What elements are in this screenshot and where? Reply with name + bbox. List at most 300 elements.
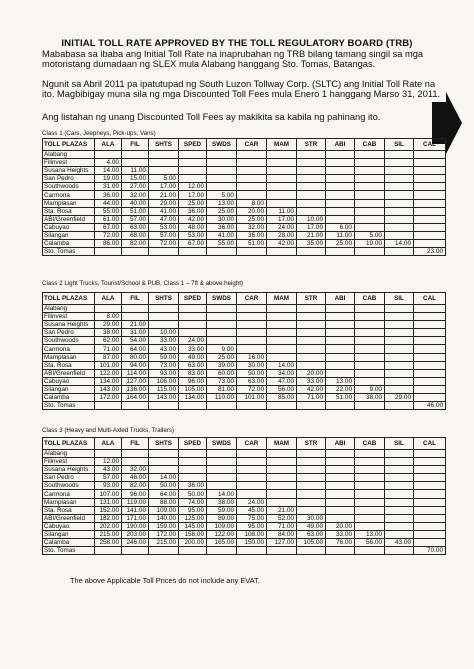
toll-rate-cell: [267, 402, 297, 410]
toll-rate-cell: 108.00: [237, 530, 267, 538]
column-header: SPED: [179, 293, 207, 305]
toll-rate-cell: [355, 183, 385, 191]
toll-rate-cell: 200.00: [179, 539, 207, 547]
toll-rate-cell: [326, 458, 355, 466]
toll-rate-cell: 8.00: [95, 313, 122, 321]
toll-rate-cell: 14.00: [149, 474, 179, 482]
table-row: [43, 498, 446, 506]
toll-rate-cell: [207, 321, 237, 329]
plaza-name: San Pedro: [43, 329, 95, 337]
toll-rate-cell: [385, 514, 414, 522]
toll-rate-cell: [207, 329, 237, 337]
toll-rate-cell: 47.00: [267, 377, 297, 385]
toll-rate-cell: [385, 458, 414, 466]
toll-rate-cell: 32.00: [122, 466, 149, 474]
column-header: TOLL PLAZAS: [43, 139, 95, 151]
toll-rate-cell: 63.00: [179, 361, 207, 369]
toll-rate-cell: [122, 450, 149, 458]
toll-rate-cell: [326, 547, 355, 555]
toll-rate-cell: [355, 207, 385, 215]
toll-rate-cell: [414, 231, 446, 239]
toll-rate-cell: 89.00: [207, 514, 237, 522]
table-row: [43, 514, 446, 522]
column-header: CAL: [414, 438, 446, 450]
class-3-label: Class 3 (Heavy and Multi-Axled Trucks, Trailers): [42, 427, 175, 434]
toll-rate-cell: [237, 183, 267, 191]
evat-footnote: The above Applicable Toll Prices do not include any EVAT.: [70, 576, 260, 585]
toll-rate-cell: [267, 345, 297, 353]
toll-rate-cell: [149, 321, 179, 329]
toll-rate-cell: [267, 199, 297, 207]
toll-rate-cell: 29.00: [385, 394, 414, 402]
toll-rate-cell: 203.00: [122, 530, 149, 538]
toll-rate-cell: [297, 313, 326, 321]
toll-rate-cell: 55.00: [207, 240, 237, 248]
toll-rate-cell: [355, 353, 385, 361]
toll-rate-cell: 72.00: [237, 385, 267, 393]
toll-rate-cell: 6.00: [326, 223, 355, 231]
toll-rate-cell: [297, 167, 326, 175]
toll-rate-cell: [355, 329, 385, 337]
column-header: CAL: [414, 293, 446, 305]
toll-rate-cell: 5.00: [355, 231, 385, 239]
toll-rate-cell: 9.00: [207, 345, 237, 353]
toll-rate-cell: 84.00: [267, 530, 297, 538]
column-header: ABI: [326, 139, 355, 151]
toll-rate-cell: 60.00: [207, 369, 237, 377]
table-row: [43, 159, 446, 167]
toll-rate-cell: [355, 490, 385, 498]
toll-rate-cell: 13.00: [207, 199, 237, 207]
plaza-name: Calamba: [43, 240, 95, 248]
toll-rate-cell: [207, 305, 237, 313]
toll-rate-cell: 125.00: [179, 514, 207, 522]
column-header: SPED: [179, 438, 207, 450]
toll-rate-cell: 140.00: [149, 514, 179, 522]
toll-rate-cell: [179, 402, 207, 410]
toll-rate-cell: [355, 199, 385, 207]
toll-rate-cell: 51.00: [237, 240, 267, 248]
toll-rate-cell: 143.00: [95, 385, 122, 393]
toll-rate-cell: [122, 313, 149, 321]
toll-rate-cell: 51.00: [122, 207, 149, 215]
toll-rate-cell: 15.00: [122, 175, 149, 183]
toll-rate-cell: 13.00: [326, 377, 355, 385]
toll-rate-cell: 62.00: [95, 337, 122, 345]
toll-rate-cell: 64.00: [149, 490, 179, 498]
toll-rate-cell: [237, 175, 267, 183]
toll-rate-cell: [297, 482, 326, 490]
toll-rate-cell: [385, 167, 414, 175]
plaza-name: Sto. Tomas: [43, 248, 95, 256]
toll-rate-cell: [355, 223, 385, 231]
toll-rate-cell: [179, 329, 207, 337]
toll-rate-cell: 24.00: [179, 337, 207, 345]
toll-rate-cell: [95, 402, 122, 410]
toll-rate-cell: 122.00: [95, 369, 122, 377]
toll-rate-cell: [237, 305, 267, 313]
table-row: [43, 329, 446, 337]
toll-rate-cell: [355, 498, 385, 506]
plaza-name: Southwoods: [43, 482, 95, 490]
toll-rate-cell: 75.00: [237, 514, 267, 522]
toll-rate-cell: [267, 474, 297, 482]
toll-rate-cell: 11.00: [326, 231, 355, 239]
toll-rate-cell: 101.00: [95, 361, 122, 369]
toll-rate-cell: [326, 337, 355, 345]
table-row: [43, 506, 446, 514]
toll-rate-cell: [414, 329, 446, 337]
toll-rate-cell: [267, 466, 297, 474]
toll-rate-cell: [385, 482, 414, 490]
table-header-row: [43, 438, 446, 450]
toll-rate-cell: [385, 530, 414, 538]
table-row: [43, 490, 446, 498]
table-row: [43, 394, 446, 402]
plaza-name: Calamba: [43, 394, 95, 402]
column-header: ABI: [326, 438, 355, 450]
column-header: TOLL PLAZAS: [43, 293, 95, 305]
toll-rate-cell: [297, 321, 326, 329]
toll-rate-cell: [122, 159, 149, 167]
toll-rate-cell: [326, 482, 355, 490]
toll-rate-cell: [414, 240, 446, 248]
table-row: [43, 207, 446, 215]
toll-rate-cell: 53.00: [149, 223, 179, 231]
toll-rate-cell: 105.00: [297, 539, 326, 547]
table-row: [43, 313, 446, 321]
toll-rate-cell: 52.00: [267, 514, 297, 522]
toll-rate-cell: [179, 458, 207, 466]
table-row: [43, 199, 446, 207]
class-2-label: Class 2 Light Trucks, Tourist/School & PUB, Class 1 – 7ft & above height): [42, 280, 244, 287]
toll-rate-cell: 36.00: [237, 231, 267, 239]
table-row: [43, 385, 446, 393]
toll-rate-cell: 82.00: [122, 240, 149, 248]
table-row: [43, 240, 446, 248]
toll-rate-cell: [355, 321, 385, 329]
toll-rate-cell: 110.00: [207, 394, 237, 402]
column-header: CAB: [355, 293, 385, 305]
column-header: CAL: [414, 139, 446, 151]
toll-rate-cell: 32.00: [122, 191, 149, 199]
toll-rate-cell: [414, 167, 446, 175]
toll-rate-cell: [237, 345, 267, 353]
toll-rate-cell: [237, 458, 267, 466]
toll-rate-cell: [414, 498, 446, 506]
toll-rate-cell: 49.00: [297, 522, 326, 530]
toll-rate-cell: [355, 466, 385, 474]
toll-rate-cell: [326, 369, 355, 377]
toll-rate-cell: [297, 474, 326, 482]
toll-rate-cell: 94.00: [122, 361, 149, 369]
table-row: [43, 337, 446, 345]
column-header: ALA: [95, 293, 122, 305]
plaza-name: Silangan: [43, 530, 95, 538]
toll-rate-cell: [355, 514, 385, 522]
toll-rate-cell: 12.00: [95, 458, 122, 466]
toll-rate-cell: [179, 474, 207, 482]
table-row: [43, 547, 446, 555]
toll-rate-cell: [179, 547, 207, 555]
toll-rate-cell: 14.00: [385, 240, 414, 248]
toll-rate-cell: [267, 191, 297, 199]
toll-rate-cell: 24.00: [237, 498, 267, 506]
toll-rate-cell: [385, 490, 414, 498]
toll-rate-cell: 36.00: [207, 223, 237, 231]
toll-rate-cell: [207, 450, 237, 458]
toll-rate-cell: 115.00: [149, 385, 179, 393]
toll-rate-cell: 59.00: [149, 353, 179, 361]
toll-rate-cell: [297, 498, 326, 506]
column-header: TOLL PLAZAS: [43, 438, 95, 450]
toll-rate-cell: [385, 207, 414, 215]
toll-rate-cell: 9.00: [355, 385, 385, 393]
table-row: [43, 539, 446, 547]
toll-rate-cell: [297, 207, 326, 215]
toll-rate-cell: [179, 167, 207, 175]
toll-rate-cell: [385, 329, 414, 337]
column-header: SWDS: [207, 139, 237, 151]
toll-rate-cell: 17.00: [267, 215, 297, 223]
toll-rate-cell: 134.00: [179, 394, 207, 402]
toll-rate-cell: 63.00: [297, 530, 326, 538]
plaza-name: Carmona: [43, 191, 95, 199]
column-header: SHTS: [149, 438, 179, 450]
toll-rate-cell: 67.00: [179, 240, 207, 248]
toll-rate-cell: [385, 450, 414, 458]
column-header: SPED: [179, 139, 207, 151]
plaza-name: Cabuyao: [43, 223, 95, 231]
toll-rate-cell: [149, 167, 179, 175]
table-row: [43, 466, 446, 474]
table-row: [43, 530, 446, 538]
toll-rate-cell: 31.00: [122, 329, 149, 337]
toll-rate-cell: [149, 313, 179, 321]
toll-rate-cell: 30.00: [297, 514, 326, 522]
toll-rate-cell: [414, 482, 446, 490]
toll-rate-cell: 73.00: [149, 361, 179, 369]
toll-rate-cell: [414, 530, 446, 538]
toll-rate-cell: 5.00: [149, 175, 179, 183]
toll-rate-cell: [237, 321, 267, 329]
toll-rate-cell: 88.00: [149, 498, 179, 506]
toll-rate-cell: [122, 151, 149, 159]
toll-rate-cell: [267, 482, 297, 490]
table-row: [43, 402, 446, 410]
toll-rate-cell: [414, 151, 446, 159]
toll-rate-cell: 11.00: [122, 167, 149, 175]
toll-rate-cell: [207, 458, 237, 466]
plaza-name: Mamplasan: [43, 199, 95, 207]
toll-rate-cell: [267, 151, 297, 159]
plaza-name: Susana Heights: [43, 167, 95, 175]
toll-rate-cell: [385, 377, 414, 385]
table-row: [43, 215, 446, 223]
class-2-table: [42, 292, 446, 410]
toll-rate-cell: [122, 547, 149, 555]
toll-rate-cell: [207, 183, 237, 191]
toll-rate-cell: [326, 402, 355, 410]
toll-rate-cell: [297, 337, 326, 345]
column-header: CAB: [355, 438, 385, 450]
toll-rate-cell: [95, 450, 122, 458]
plaza-name: Filinvest: [43, 313, 95, 321]
toll-rate-cell: 47.00: [149, 215, 179, 223]
toll-rate-cell: 21.00: [267, 506, 297, 514]
toll-rate-cell: 49.00: [179, 353, 207, 361]
toll-rate-cell: [385, 369, 414, 377]
toll-rate-cell: [267, 175, 297, 183]
toll-rate-cell: [414, 207, 446, 215]
column-header: ALA: [95, 139, 122, 151]
toll-rate-cell: 55.00: [95, 207, 122, 215]
toll-rate-cell: 33.00: [149, 337, 179, 345]
toll-rate-cell: [385, 385, 414, 393]
intro-paragraph: Mababasa sa ibaba ang Initial Toll Rate na inaprubahan ng TRB bilang tamang singil sa mga motoristang dumadaan ng SLEX mula Alabang hanggang Sto. Tomas, Batangas.: [42, 49, 424, 70]
toll-rate-cell: [297, 490, 326, 498]
toll-rate-cell: [326, 215, 355, 223]
toll-rate-cell: [385, 466, 414, 474]
toll-rate-cell: [326, 329, 355, 337]
toll-rate-cell: 127.00: [267, 539, 297, 547]
toll-rate-cell: [414, 474, 446, 482]
toll-rate-cell: [179, 450, 207, 458]
toll-rate-cell: 74.00: [179, 498, 207, 506]
class-3-table: [42, 437, 446, 555]
toll-rate-cell: [207, 482, 237, 490]
plaza-name: Mamplasan: [43, 498, 95, 506]
toll-rate-cell: [326, 450, 355, 458]
toll-rate-cell: [297, 506, 326, 514]
toll-rate-cell: [355, 506, 385, 514]
toll-rate-cell: [414, 514, 446, 522]
toll-rate-cell: [385, 305, 414, 313]
plaza-name: Filinvest: [43, 458, 95, 466]
toll-rate-cell: [179, 248, 207, 256]
column-header: CAR: [237, 293, 267, 305]
table-row: [43, 305, 446, 313]
toll-rate-cell: [267, 183, 297, 191]
toll-rate-cell: [414, 466, 446, 474]
toll-rate-cell: [297, 402, 326, 410]
toll-rate-cell: 24.00: [267, 223, 297, 231]
column-header: MAM: [267, 139, 297, 151]
toll-rate-cell: 152.00: [95, 506, 122, 514]
toll-rate-cell: [207, 151, 237, 159]
toll-rate-cell: [355, 175, 385, 183]
toll-rate-cell: [385, 353, 414, 361]
column-header: CAB: [355, 139, 385, 151]
toll-rate-cell: 246.00: [122, 539, 149, 547]
toll-rate-cell: 83.00: [179, 369, 207, 377]
toll-rate-cell: [355, 402, 385, 410]
plaza-name: ABI/Greenfield: [43, 215, 95, 223]
toll-rate-cell: 86.00: [95, 240, 122, 248]
toll-rate-cell: [414, 199, 446, 207]
toll-rate-cell: 38.00: [355, 394, 385, 402]
toll-rate-cell: [149, 466, 179, 474]
toll-rate-cell: [326, 506, 355, 514]
toll-rate-cell: [179, 151, 207, 159]
toll-rate-cell: 73.00: [207, 377, 237, 385]
toll-rate-cell: [326, 151, 355, 159]
column-header: STR: [297, 139, 326, 151]
table-row: [43, 522, 446, 530]
toll-rate-cell: 109.00: [207, 522, 237, 530]
toll-rate-cell: [237, 329, 267, 337]
toll-rate-cell: [237, 191, 267, 199]
toll-rate-cell: 82.00: [122, 482, 149, 490]
plaza-name: Southwoods: [43, 183, 95, 191]
plaza-name: Sto. Tomas: [43, 402, 95, 410]
toll-rate-cell: 43.00: [95, 466, 122, 474]
toll-rate-cell: 171.00: [122, 514, 149, 522]
table-row: [43, 361, 446, 369]
column-header: MAM: [267, 293, 297, 305]
toll-rate-cell: 56.00: [267, 385, 297, 393]
toll-rate-cell: [237, 402, 267, 410]
toll-rate-cell: 29.00: [149, 199, 179, 207]
column-header: ABI: [326, 293, 355, 305]
toll-rate-cell: 19.00: [95, 175, 122, 183]
toll-rate-cell: [326, 183, 355, 191]
toll-rate-cell: [355, 345, 385, 353]
toll-rate-cell: 182.00: [95, 514, 122, 522]
toll-rate-cell: 71.00: [267, 522, 297, 530]
toll-rate-cell: [179, 313, 207, 321]
plaza-name: Alabang: [43, 450, 95, 458]
plaza-name: Susana Heights: [43, 321, 95, 329]
toll-rate-cell: [267, 337, 297, 345]
toll-rate-cell: [297, 183, 326, 191]
plaza-name: ABI/Greenfield: [43, 514, 95, 522]
toll-rate-cell: [326, 248, 355, 256]
toll-rate-cell: [355, 377, 385, 385]
toll-rate-cell: [267, 353, 297, 361]
plaza-name: Calamba: [43, 539, 95, 547]
column-header: SWDS: [207, 293, 237, 305]
table-row: [43, 482, 446, 490]
toll-rate-cell: 107.00: [95, 490, 122, 498]
toll-rate-cell: [355, 522, 385, 530]
toll-rate-cell: [179, 305, 207, 313]
toll-rate-cell: [326, 474, 355, 482]
toll-rate-cell: 35.00: [297, 240, 326, 248]
toll-rate-cell: 14.00: [95, 167, 122, 175]
toll-rate-cell: 36.00: [179, 482, 207, 490]
toll-rate-cell: [414, 305, 446, 313]
toll-rate-cell: [326, 466, 355, 474]
toll-rate-cell: [385, 159, 414, 167]
toll-rate-cell: [414, 337, 446, 345]
toll-rate-cell: [297, 305, 326, 313]
toll-rate-cell: 63.00: [122, 223, 149, 231]
toll-rate-cell: 38.00: [95, 329, 122, 337]
toll-rate-cell: [326, 353, 355, 361]
plaza-name: Cabuyao: [43, 377, 95, 385]
toll-rate-cell: 41.00: [207, 231, 237, 239]
toll-rate-cell: [237, 248, 267, 256]
toll-rate-cell: 30.00: [207, 215, 237, 223]
toll-rate-cell: 38.00: [207, 498, 237, 506]
toll-rate-cell: 57.00: [122, 215, 149, 223]
toll-rate-cell: [414, 450, 446, 458]
toll-rate-cell: 106.00: [149, 377, 179, 385]
toll-rate-cell: 165.00: [207, 539, 237, 547]
toll-rate-cell: 14.00: [207, 490, 237, 498]
column-header: SWDS: [207, 438, 237, 450]
